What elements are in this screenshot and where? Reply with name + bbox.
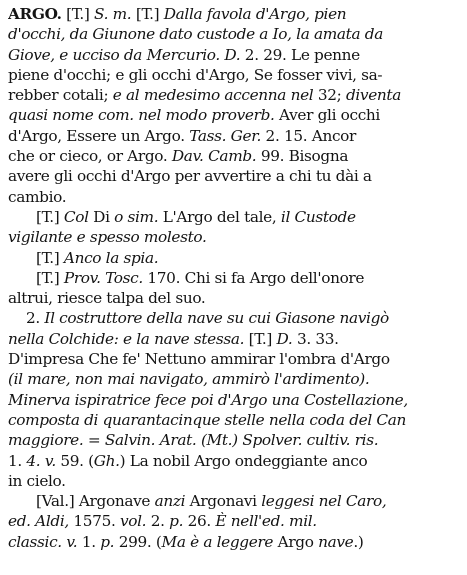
text-line <box>8 207 457 227</box>
text-segment: p. <box>169 512 184 531</box>
text-segment: [T.] <box>36 207 64 226</box>
text-segment: diventa <box>345 86 401 105</box>
text-segment: 59. ( <box>55 451 94 470</box>
text-line <box>8 471 457 491</box>
text-segment: Tass. Ger. <box>189 126 262 145</box>
text-segment: 32; <box>313 86 346 105</box>
text-segment: 2. <box>26 309 45 328</box>
text-line <box>8 187 457 207</box>
text-line <box>8 146 457 166</box>
text-segment: 1. <box>8 451 27 470</box>
text-segment: vigilante e spesso molesto. <box>8 228 207 247</box>
text-segment: e al medesimo accenna nel <box>112 86 314 105</box>
text-segment: Giove, e ucciso da Mercurio. <box>8 45 220 64</box>
text-segment: ) La nobil Argo ondeggiante anco <box>119 451 368 470</box>
text-segment: [T.] <box>244 329 277 348</box>
text-line <box>8 511 457 531</box>
text-segment: classic. v. <box>8 532 78 551</box>
text-segment: = <box>83 431 105 450</box>
text-segment: Il costruttore della nave su cui Giasone navigò <box>44 309 389 328</box>
text-line <box>8 65 457 85</box>
text-line <box>8 105 457 125</box>
text-line <box>8 532 457 552</box>
text-segment: [T.] <box>36 268 64 287</box>
text-line <box>8 410 457 430</box>
text-line <box>8 4 457 24</box>
text-segment: d'occhi, da Giunone dato custode a Io, la amata da <box>8 25 383 44</box>
text-segment: vol. <box>119 512 147 531</box>
text-segment: 170. Chi si fa Argo dell'onore <box>142 268 365 287</box>
text-segment: [T.] <box>36 248 64 267</box>
text-segment: Aver gli occhi <box>274 106 380 125</box>
text-line <box>8 24 457 44</box>
text-segment: D. <box>224 45 241 64</box>
dictionary-entry-argo <box>8 4 457 552</box>
text-segment: p. <box>100 532 115 551</box>
text-segment: Col <box>63 207 89 226</box>
text-segment: nella Colchide: e la nave stessa. <box>8 329 245 348</box>
text-segment: Ma è a leggere <box>161 532 274 551</box>
text-segment: 3. 33. <box>292 329 339 348</box>
text-segment: cambio. <box>8 187 67 206</box>
text-line <box>8 349 457 369</box>
text-segment: maggiore. <box>8 431 84 450</box>
text-segment: ed. Aldi, <box>8 512 69 531</box>
text-segment: 1. <box>77 532 101 551</box>
text-segment: Gh. <box>93 451 120 470</box>
text-line <box>8 268 457 288</box>
text-segment: il Custode <box>280 207 356 226</box>
text-segment: ARGO. <box>8 5 62 23</box>
text-segment: 1575. <box>68 512 120 531</box>
text-segment: Di <box>88 207 115 226</box>
text-segment: D. <box>276 329 293 348</box>
text-segment: 299. ( <box>114 532 162 551</box>
text-segment: o sim. <box>114 207 159 226</box>
text-line <box>8 451 457 471</box>
text-line <box>8 85 457 105</box>
text-line <box>8 227 457 247</box>
text-segment: Dalla favola d'Argo, pien <box>163 5 347 23</box>
text-segment: Minerva ispiratrice fece poi d'Argo una Costellazione, <box>8 390 408 409</box>
text-segment: quasi nome com. nel modo proverb. <box>8 106 275 125</box>
text-line <box>8 126 457 146</box>
text-segment: che or cieco, or Argo. <box>8 147 172 166</box>
text-line <box>8 390 457 410</box>
text-segment: 4. <box>26 451 41 470</box>
text-segment: altrui, riesce talpa del suo. <box>8 289 206 308</box>
text-line <box>8 166 457 186</box>
text-segment: [T.] <box>61 5 95 23</box>
text-segment: composta di quarantacinque stelle nella coda del Can <box>8 410 407 429</box>
text-segment: leggesi nel Caro, <box>261 492 387 511</box>
text-segment: in cielo. <box>8 471 66 490</box>
text-segment: D'impresa Che fe' Nettuno ammirar l'ombra d'Argo <box>8 350 390 369</box>
text-line <box>8 308 457 328</box>
text-segment: Argonavi <box>185 492 262 511</box>
text-segment: Anco la spia. <box>63 248 159 267</box>
text-segment: S. m. <box>94 5 132 23</box>
text-segment: avere gli occhi d'Argo per avvertire a chi tu dài a <box>8 167 372 186</box>
text-segment: 26. <box>183 512 216 531</box>
text-line <box>8 329 457 349</box>
text-segment: 99. Bisogna <box>256 147 349 166</box>
text-segment: d'Argo, Essere un Argo. <box>8 126 190 145</box>
text-segment: v. <box>44 451 56 470</box>
text-segment: Argo <box>273 532 319 551</box>
text-segment: Salvin. Arat. (Mt.) Spolver. cultiv. ris. <box>104 431 379 450</box>
text-segment: nave <box>318 532 354 551</box>
text-line <box>8 491 457 511</box>
text-segment: È nell'ed. mil. <box>215 512 317 531</box>
text-segment: Dav. Camb. <box>171 147 257 166</box>
text-segment: L'Argo del tale, <box>158 207 281 226</box>
text-segment: 2. <box>146 512 170 531</box>
text-line <box>8 288 457 308</box>
text-line <box>8 430 457 450</box>
text-segment: 2. 29. Le penne <box>240 45 360 64</box>
text-segment: .) <box>353 532 364 551</box>
text-line <box>8 369 457 389</box>
text-segment: (il mare, non mai navigato, ammirò l'ardimento). <box>8 370 370 389</box>
text-segment: [T.] <box>131 5 164 23</box>
text-line <box>8 248 457 268</box>
text-segment: [Val.] Argonave <box>36 492 155 511</box>
text-segment: 2. 15. Ancor <box>261 126 356 145</box>
text-line <box>8 45 457 65</box>
text-segment: piene d'occhi; e gli occhi d'Argo, Se fosser vivi, sa- <box>8 65 383 84</box>
text-segment: rebber cotali; <box>8 86 113 105</box>
text-segment: anzi <box>154 492 186 511</box>
text-segment: Prov. Tosc. <box>63 268 143 287</box>
